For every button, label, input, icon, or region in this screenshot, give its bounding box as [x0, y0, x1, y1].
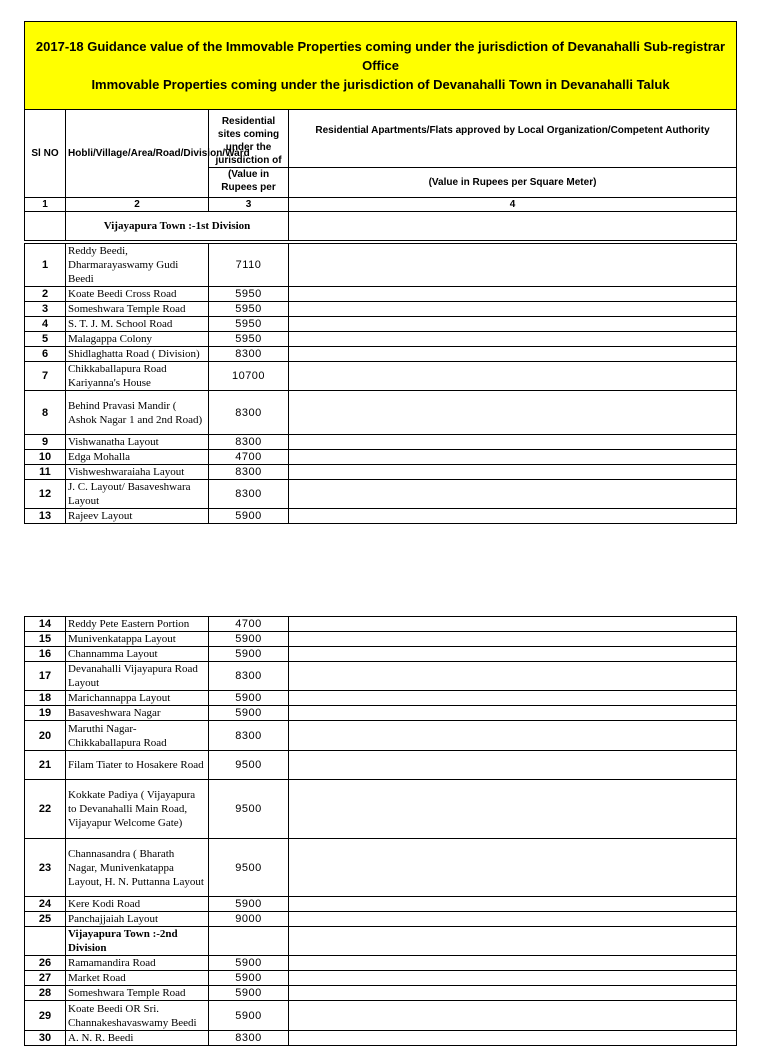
site-value-cell: 8300 — [209, 480, 289, 509]
header-table — [24, 21, 737, 241]
location-cell: Ramamandira Road — [66, 956, 209, 971]
sl-no-cell: 13 — [25, 509, 66, 524]
site-value-cell: 5900 — [209, 706, 289, 721]
table-row — [25, 721, 737, 751]
section-blank-cell — [209, 927, 289, 956]
location-cell: Koate Beedi OR Sri. Channakeshavaswamy Beedi — [66, 1001, 209, 1031]
location-cell: Koate Beedi Cross Road — [66, 287, 209, 302]
section-blank-cell — [25, 927, 66, 956]
table-row — [25, 956, 737, 971]
apartment-value-cell — [289, 509, 737, 524]
table-row — [25, 1031, 737, 1046]
sl-no-cell: 1 — [25, 244, 66, 287]
site-value-cell: 8300 — [209, 435, 289, 450]
site-value-cell: 5900 — [209, 647, 289, 662]
apartment-value-cell — [289, 480, 737, 509]
site-value-cell: 5900 — [209, 632, 289, 647]
guidance-table-2 — [24, 616, 737, 1046]
location-cell: S. T. J. M. School Road — [66, 317, 209, 332]
sl-no-cell: 18 — [25, 691, 66, 706]
section-blank-cell — [289, 927, 737, 956]
site-value-cell: 5900 — [209, 971, 289, 986]
apartment-value-cell — [289, 647, 737, 662]
table-row — [25, 691, 737, 706]
site-value-cell: 5950 — [209, 317, 289, 332]
apartment-value-cell — [289, 706, 737, 721]
location-cell: Chikkaballapura Road Kariyanna's House — [66, 362, 209, 391]
site-value-cell: 5950 — [209, 332, 289, 347]
site-value-cell: 8300 — [209, 347, 289, 362]
sl-no-cell: 4 — [25, 317, 66, 332]
location-cell: Marichannappa Layout — [66, 691, 209, 706]
apartment-value-cell — [289, 362, 737, 391]
apartment-value-cell — [289, 465, 737, 480]
location-cell: Edga Mohalla — [66, 450, 209, 465]
apartment-value-cell — [289, 332, 737, 347]
location-cell: Filam Tiater to Hosakere Road — [66, 751, 209, 780]
sl-no-cell: 14 — [25, 617, 66, 632]
apartment-value-cell — [289, 897, 737, 912]
apartment-value-cell — [289, 317, 737, 332]
site-value-cell: 8300 — [209, 721, 289, 751]
sl-no-cell: 6 — [25, 347, 66, 362]
table-row — [25, 751, 737, 780]
site-value-cell: 8300 — [209, 662, 289, 691]
sl-no-cell: 11 — [25, 465, 66, 480]
table-row — [25, 287, 737, 302]
sl-no-cell: 10 — [25, 450, 66, 465]
header-residential-sites: Residential sites coming under the jurisdiction of — [209, 110, 289, 168]
site-value-cell: 4700 — [209, 450, 289, 465]
header-sl-no: Sl NO — [25, 110, 66, 198]
section-heading-1: Vijayapura Town :-1st Division — [66, 212, 289, 241]
location-cell: Market Road — [66, 971, 209, 986]
sl-no-cell: 22 — [25, 780, 66, 839]
sl-no-cell: 2 — [25, 287, 66, 302]
table-row — [25, 662, 737, 691]
location-cell: Vishweshwaraiaha Layout — [66, 465, 209, 480]
apartment-value-cell — [289, 662, 737, 691]
sl-no-cell: 27 — [25, 971, 66, 986]
apartment-value-cell — [289, 839, 737, 897]
sl-no-cell: 28 — [25, 986, 66, 1001]
location-cell: Basaveshwara Nagar — [66, 706, 209, 721]
location-cell: Kere Kodi Road — [66, 897, 209, 912]
table-row — [25, 839, 737, 897]
table-row — [25, 912, 737, 927]
sl-no-cell: 5 — [25, 332, 66, 347]
col-number-4: 4 — [289, 198, 737, 212]
apartment-value-cell — [289, 971, 737, 986]
apartment-value-cell — [289, 691, 737, 706]
sl-no-cell: 24 — [25, 897, 66, 912]
table-row — [25, 617, 737, 632]
site-value-cell: 5950 — [209, 287, 289, 302]
apartment-value-cell — [289, 302, 737, 317]
table-row — [25, 897, 737, 912]
location-cell: Reddy Pete Eastern Portion — [66, 617, 209, 632]
sl-no-cell: 25 — [25, 912, 66, 927]
apartment-value-cell — [289, 435, 737, 450]
apartment-value-cell — [289, 450, 737, 465]
sl-no-cell: 26 — [25, 956, 66, 971]
apartment-value-cell — [289, 751, 737, 780]
col-number-3: 3 — [209, 198, 289, 212]
header-apartments: Residential Apartments/Flats approved by Local Organization/Competent Authority — [289, 110, 737, 168]
section-heading-2: Vijayapura Town :-2nd Division — [66, 927, 209, 956]
table-row — [25, 706, 737, 721]
table-row — [25, 509, 737, 524]
col-number-2: 2 — [66, 198, 209, 212]
table-row — [25, 391, 737, 435]
section-blank-cell — [289, 212, 737, 241]
table-row — [25, 362, 737, 391]
apartment-value-cell — [289, 391, 737, 435]
apartment-value-cell — [289, 347, 737, 362]
site-value-cell: 8300 — [209, 1031, 289, 1046]
sl-no-cell: 15 — [25, 632, 66, 647]
sl-no-cell: 21 — [25, 751, 66, 780]
table-row — [25, 302, 737, 317]
table-row — [25, 632, 737, 647]
site-value-cell: 4700 — [209, 617, 289, 632]
sl-no-cell: 17 — [25, 662, 66, 691]
table-row — [25, 244, 737, 287]
apartment-value-cell — [289, 1031, 737, 1046]
site-value-cell: 7110 — [209, 244, 289, 287]
location-cell: Channamma Layout — [66, 647, 209, 662]
location-cell: Reddy Beedi, Dharmarayaswamy Gudi Beedi — [66, 244, 209, 287]
sl-no-cell: 20 — [25, 721, 66, 751]
table-row — [25, 317, 737, 332]
location-cell: Channasandra ( Bharath Nagar, Munivenkatappa Layout, H. N. Puttanna Layout — [66, 839, 209, 897]
site-value-cell: 9500 — [209, 780, 289, 839]
site-value-cell: 5900 — [209, 986, 289, 1001]
location-cell: Malagappa Colony — [66, 332, 209, 347]
sl-no-cell: 16 — [25, 647, 66, 662]
title-line-1: 2017-18 Guidance value of the Immovable Properties coming under the jurisdiction of Devanahalli Sub-registrar Office — [35, 39, 726, 73]
apartment-value-cell — [289, 632, 737, 647]
location-cell: Devanahalli Vijayapura Road Layout — [66, 662, 209, 691]
site-value-cell: 5900 — [209, 956, 289, 971]
apartment-value-cell — [289, 287, 737, 302]
sl-no-cell: 23 — [25, 839, 66, 897]
site-value-cell: 9000 — [209, 912, 289, 927]
sl-no-cell: 8 — [25, 391, 66, 435]
location-cell: Behind Pravasi Mandir ( Ashok Nagar 1 and 2nd Road) — [66, 391, 209, 435]
site-value-cell: 8300 — [209, 465, 289, 480]
sl-no-cell: 12 — [25, 480, 66, 509]
site-value-cell: 5900 — [209, 1001, 289, 1031]
site-value-cell: 9500 — [209, 839, 289, 897]
sl-no-cell: 29 — [25, 1001, 66, 1031]
site-value-cell: 5900 — [209, 897, 289, 912]
sl-no-cell: 9 — [25, 435, 66, 450]
apartment-value-cell — [289, 1001, 737, 1031]
sl-no-cell: 30 — [25, 1031, 66, 1046]
location-cell: Someshwara Temple Road — [66, 302, 209, 317]
table-row — [25, 986, 737, 1001]
header-hobli: Hobli/Village/Area/Road/Division/Ward — [66, 110, 209, 198]
sl-no-cell: 19 — [25, 706, 66, 721]
apartment-value-cell — [289, 244, 737, 287]
site-value-cell: 8300 — [209, 391, 289, 435]
location-cell: Rajeev Layout — [66, 509, 209, 524]
table-row — [25, 347, 737, 362]
apartment-value-cell — [289, 780, 737, 839]
site-value-cell: 9500 — [209, 751, 289, 780]
location-cell: Kokkate Padiya ( Vijayapura to Devanahalli Main Road, Vijayapur Welcome Gate) — [66, 780, 209, 839]
location-cell: Someshwara Temple Road — [66, 986, 209, 1001]
table-row — [25, 647, 737, 662]
location-cell: Panchajjaiah Layout — [66, 912, 209, 927]
site-value-cell: 5900 — [209, 509, 289, 524]
section-blank-cell — [25, 212, 66, 241]
location-cell: Maruthi Nagar- Chikkaballapura Road — [66, 721, 209, 751]
apartment-value-cell — [289, 617, 737, 632]
title-line-2: Immovable Properties coming under the jurisdiction of Devanahalli Town in Devanahalli Taluk — [91, 77, 670, 92]
apartment-value-cell — [289, 956, 737, 971]
site-value-cell: 5950 — [209, 302, 289, 317]
table-row — [25, 450, 737, 465]
location-cell: Shidlaghatta Road ( Division) — [66, 347, 209, 362]
site-value-cell: 10700 — [209, 362, 289, 391]
page-title — [25, 22, 737, 110]
apartment-value-cell — [289, 986, 737, 1001]
table-row — [25, 465, 737, 480]
sl-no-cell: 3 — [25, 302, 66, 317]
table-row — [25, 480, 737, 509]
location-cell: Vishwanatha Layout — [66, 435, 209, 450]
location-cell: J. C. Layout/ Basaveshwara Layout — [66, 480, 209, 509]
section-row — [25, 927, 737, 956]
table-row — [25, 780, 737, 839]
location-cell: Munivenkatappa Layout — [66, 632, 209, 647]
table-row — [25, 435, 737, 450]
apartment-value-cell — [289, 721, 737, 751]
location-cell: A. N. R. Beedi — [66, 1031, 209, 1046]
header-value-in: (Value in Rupees per — [209, 168, 289, 198]
sl-no-cell: 7 — [25, 362, 66, 391]
site-value-cell: 5900 — [209, 691, 289, 706]
table-row — [25, 332, 737, 347]
table-row — [25, 1001, 737, 1031]
guidance-table-1 — [24, 243, 737, 524]
apartment-value-cell — [289, 912, 737, 927]
table-row — [25, 971, 737, 986]
col-number-1: 1 — [25, 198, 66, 212]
header-apartments-unit: (Value in Rupees per Square Meter) — [289, 168, 737, 198]
